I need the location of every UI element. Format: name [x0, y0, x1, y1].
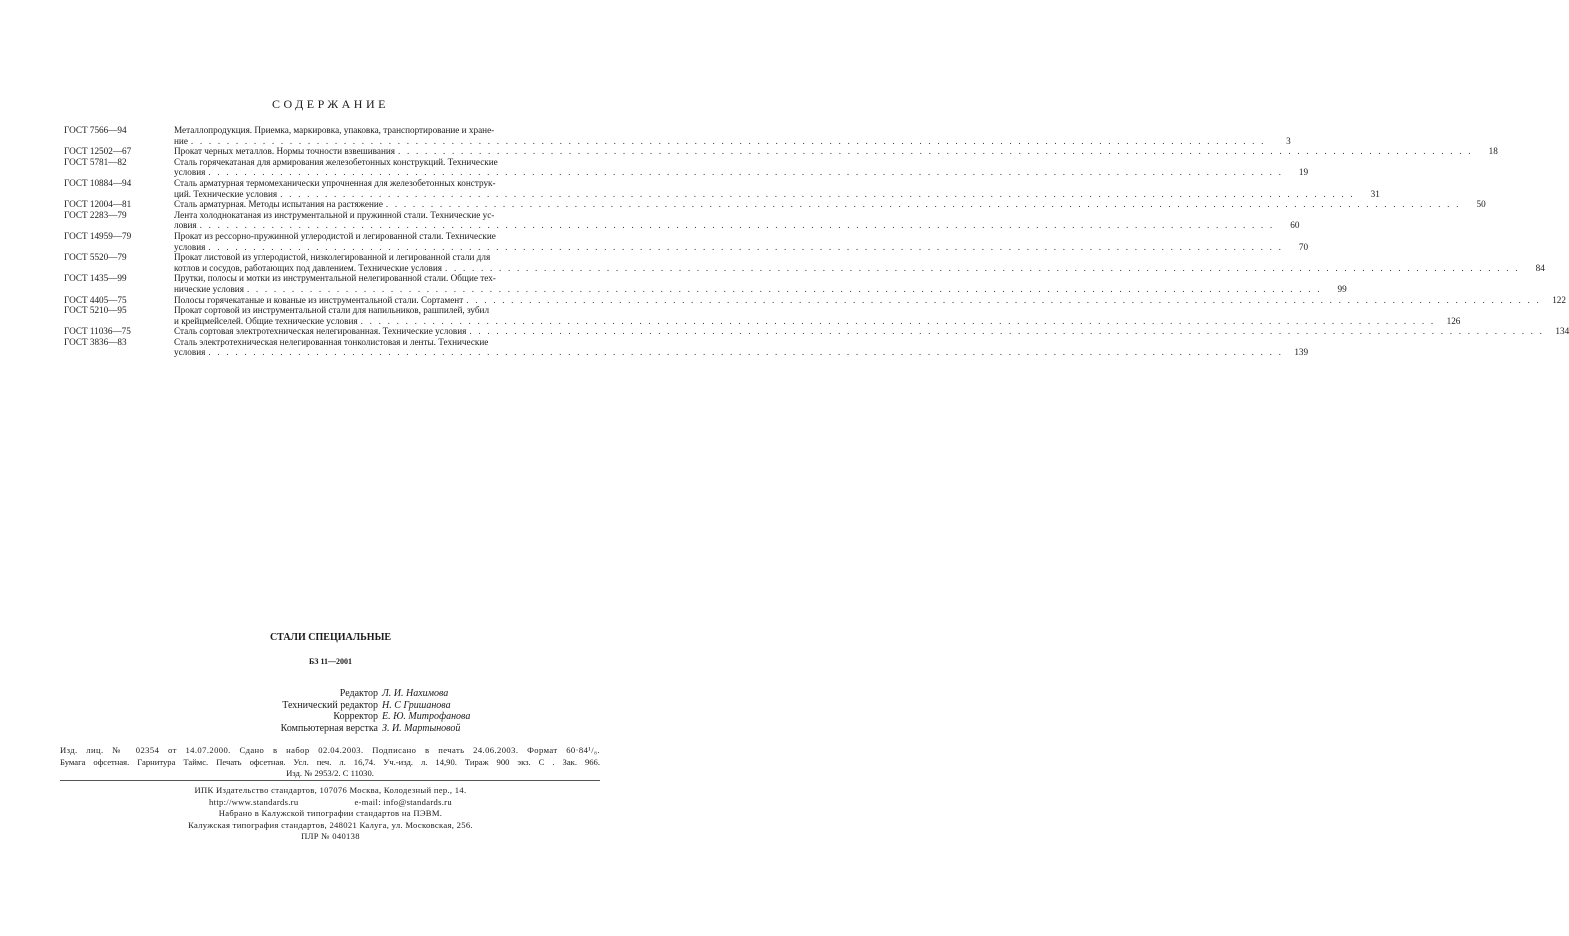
- toc-entry-title: [174, 326, 1569, 337]
- publisher-website: http://www.standards.ru: [209, 796, 299, 807]
- staff-row: [0, 700, 661, 712]
- toc-entry-title: [174, 199, 1486, 210]
- toc-entry-code: ГОСТ 4405—75: [64, 294, 127, 305]
- toc-entry: [64, 146, 1498, 157]
- printer-details: [0, 785, 661, 843]
- toc-entry-page: 84: [1535, 262, 1545, 273]
- toc-entry-code: ГОСТ 3836—83: [64, 336, 127, 347]
- toc-entry-last-line: [174, 295, 1566, 306]
- toc-entry-code: ГОСТ 10884—94: [64, 177, 132, 188]
- toc-entry: [64, 305, 1461, 326]
- toc-entry-page: 70: [1298, 241, 1309, 252]
- toc-entry-title-line: Прокат из рессорно-пружинной углеродистой и легированной стали. Технические: [174, 230, 496, 241]
- typesetting-note: Набрано в Калужской типографии стандартов на ПЭВМ.: [218, 808, 443, 819]
- toc-entry-code: ГОСТ 1435—99: [64, 273, 127, 284]
- toc-entry-title-end: условия: [174, 347, 206, 358]
- publication-line: Изд. лиц. № 02354 от 14.07.2000. Сдано в набор 02.04.2003. Подписано в печать 24.06.2003. Формат 60·84¹/₈.: [60, 745, 600, 755]
- toc-entry-title-end: и крейцмейселей. Общие технические условия: [174, 315, 358, 326]
- toc-entry-page: 139: [1294, 347, 1309, 358]
- toc-entry-code: ГОСТ 11036—75: [64, 326, 131, 337]
- toc-entry-last-line: [174, 347, 1308, 358]
- toc-entry: [64, 326, 1569, 337]
- toc-entry-title-line: Прокат листовой из углеродистой, низколегированной и легированной стали для: [174, 252, 491, 263]
- toc-entry-title-end: условия: [174, 241, 206, 252]
- toc-entry: [64, 125, 1291, 146]
- staff-row: [0, 688, 661, 700]
- dot-leader: . . . . . . . . . . . . . . . . . . . . . . . . . . . . . . . . . . . . . . . . . . . . . . . . . . . . . . . . . . . . . . . . . . . . . . . . . . . . . . . . . . . . . . . . . . . . . . . . . . . . . . . . . . . . . . . . . . . . . . . .: [280, 188, 1355, 199]
- toc-entry-last-line: [174, 136, 1291, 147]
- staff-name: Е. Ю. Митрофанова: [382, 711, 471, 722]
- toc-entry-page: 60: [1290, 220, 1300, 231]
- toc-entry-title: [174, 295, 1566, 306]
- toc-entry-title-end: Сталь арматурная. Методы испытания на растяжение: [174, 199, 383, 210]
- toc-entry-title-end: нические условия: [174, 283, 244, 294]
- staff-name: Л. И. Нахимова: [382, 688, 449, 699]
- toc-entry-title: [174, 252, 1545, 273]
- publisher-email: e-mail: info@standards.ru: [354, 796, 452, 807]
- toc-entry-title-line: Лента холоднокатаная из инструментальной и пружинной стали. Технические ус-: [174, 209, 495, 220]
- dot-leader: . . . . . . . . . . . . . . . . . . . . . . . . . . . . . . . . . . . . . . . . . . . . . . . . . . . . . . . . . . . . . . . . . . . . . . . . . . . . . . . . . . . . . . . . . . . . . . . . . . . . . . . . . . . . . . . . . . . . . . . .: [385, 199, 1461, 210]
- toc-entry-title-line: Сталь горячекатаная для армирования железобетонных конструкций. Технические: [174, 156, 498, 167]
- dot-leader: . . . . . . . . . . . . . . . . . . . . . . . . . . . . . . . . . . . . . . . . . . . . . . . . . . . . . . . . . . . . . . . . . . . . . . . . . . . . . . . . . . . . . . . . . . . . . . . . . . . . . . . . . . . . . . . . . . . . . . . .: [208, 167, 1284, 178]
- staff-row: [0, 723, 661, 735]
- toc-entry-title-end: Полосы горячекатаные и кованые из инструментальной стали. Сортамент: [174, 294, 464, 305]
- toc-entry-title-end: ций. Технические условия: [174, 188, 278, 199]
- dot-leader: . . . . . . . . . . . . . . . . . . . . . . . . . . . . . . . . . . . . . . . . . . . . . . . . . . . . . . . . . . . . . . . . . . . . . . . . . . . . . . . . . . . . . . . . . . . . . . . . . . . . . . . . . . . . . . . . . . . . . . . .: [208, 241, 1284, 252]
- publication-details: [60, 745, 600, 780]
- license-number: ПЛР № 040138: [301, 831, 360, 842]
- staff-role: Редактор: [339, 688, 378, 699]
- toc-entry-title: [174, 231, 1308, 252]
- book-title: СТАЛИ СПЕЦИАЛЬНЫЕ: [269, 632, 392, 643]
- toc-entry-page: 31: [1370, 188, 1380, 199]
- toc-entry: [64, 230, 1309, 252]
- dot-leader: . . . . . . . . . . . . . . . . . . . . . . . . . . . . . . . . . . . . . . . . . . . . . . . . . . . . . . . . . . . . . . . . . . . . . . . . . . . . . . . . . . . . . . . . . . . . . . . . . . . . . . . . . . . . . . . . . . . . . . . .: [246, 283, 1322, 294]
- toc-entry-page: 3: [1286, 135, 1291, 146]
- toc-entry-code: ГОСТ 5520—79: [64, 252, 127, 263]
- toc-entry: [64, 336, 1309, 358]
- toc-entry-page: 134: [1555, 326, 1569, 337]
- toc-entry-title-end: Сталь сортовая электротехническая нелегированная. Технические условия: [174, 326, 467, 337]
- toc-entry-code: ГОСТ 5781—82: [64, 156, 127, 167]
- publication-line: Изд. № 2953/2. С 11030.: [286, 768, 374, 779]
- divider: [60, 780, 600, 781]
- toc-entry: [64, 177, 1380, 199]
- toc-entry-title: [174, 178, 1380, 199]
- toc-entry: [64, 156, 1309, 178]
- toc-entry-title-line: Прутки, полосы и мотки из инструментальной нелегированной стали. Общие тех-: [174, 273, 496, 284]
- toc-entry-title-line: Прокат сортовой из инструментальной стали для напильников, рашпилей, зубил: [174, 305, 490, 316]
- toc-entry-title: [174, 125, 1291, 146]
- toc-entry: [64, 209, 1300, 231]
- toc-entry-title: [174, 273, 1347, 294]
- toc-entry-last-line: [174, 326, 1569, 337]
- toc-entry-code: ГОСТ 2283—79: [64, 209, 127, 220]
- staff-name: З. И. Мартыновой: [382, 722, 461, 734]
- staff-name: Н. С Гришанова: [382, 699, 451, 711]
- toc-entry-page: 19: [1298, 167, 1309, 178]
- toc-entry-title-line: Сталь арматурная термомеханически упрочненная для железобетонных конструк-: [174, 177, 496, 188]
- toc-entry-code: ГОСТ 12004—81: [64, 199, 132, 210]
- dot-leader: . . . . . . . . . . . . . . . . . . . . . . . . . . . . . . . . . . . . . . . . . . . . . . . . . . . . . . . . . . . . . . . . . . . . . . . . . . . . . . . . . . . . . . . . . . . . . . . . . . . . . . . . . . . . . . . . . . . . . . . .: [360, 315, 1436, 326]
- toc-entry-page: 18: [1488, 146, 1498, 157]
- toc-entry-page: 50: [1476, 199, 1486, 210]
- toc-entry-title-end: ние: [174, 135, 188, 146]
- toc-heading: СОДЕРЖАНИЕ: [272, 97, 389, 111]
- publisher-contacts: [0, 797, 661, 809]
- toc-entry-code: ГОСТ 12502—67: [64, 146, 132, 157]
- toc-entry-code: ГОСТ 14959—79: [64, 230, 132, 241]
- bz-number: БЗ 11—2001: [308, 657, 353, 666]
- toc-entry-last-line: [174, 189, 1380, 200]
- toc-entry-code: ГОСТ 7566—94: [64, 125, 127, 135]
- printer-address: Калужская типография стандартов, 248021 Калуга, ул. Московская, 256.: [188, 819, 473, 830]
- staff-credits: [0, 688, 661, 734]
- toc-entry-title: [174, 305, 1460, 326]
- toc-entry-title: [174, 337, 1308, 358]
- toc-entry-title-line: Металлопродукция. Приемка, маркировка, упаковка, транспортирование и хране-: [174, 125, 495, 135]
- toc-entry-title-line: Сталь электротехническая нелегированная тонколистовая и ленты. Технические: [174, 336, 489, 347]
- dot-leader: . . . . . . . . . . . . . . . . . . . . . . . . . . . . . . . . . . . . . . . . . . . . . . . . . . . . . . . . . . . . . . . . . . . . . . . . . . . . . . . . . . . . . . . . . . . . . . . . . . . . . . . . . . . . . . . . . . . . . . . .: [398, 146, 1473, 157]
- toc-entry: [64, 273, 1347, 294]
- publication-line: Бумага офсетная. Гарнитура Таймс. Печать офсетная. Усл. печ. л. 16,74. Уч.-изд. л. 14,90. Тираж 900 экз. С . Зак. 966.: [60, 756, 600, 767]
- toc-entry-title-end: котлов и сосудов, работающих под давлением. Технические условия: [174, 262, 443, 273]
- dot-leader: . . . . . . . . . . . . . . . . . . . . . . . . . . . . . . . . . . . . . . . . . . . . . . . . . . . . . . . . . . . . . . . . . . . . . . . . . . . . . . . . . . . . . . . . . . . . . . . . . . . . . . . . . . . . . . . . . . . . . . . .: [445, 262, 1520, 273]
- toc-entry-page: 122: [1552, 294, 1566, 305]
- toc-entry: [64, 252, 1545, 273]
- toc-entry-page: 126: [1446, 315, 1461, 326]
- staff-role: Технический редактор: [282, 699, 378, 711]
- staff-row: [0, 711, 661, 723]
- toc-entry-page: 99: [1337, 283, 1347, 294]
- toc-entry-title: [174, 210, 1299, 231]
- toc-entry-title-end: Прокат черных металлов. Нормы точности взвешивания: [174, 146, 396, 157]
- toc-entry-title-end: ловия: [174, 220, 197, 231]
- toc-entry-last-line: [174, 316, 1460, 327]
- dot-leader: . . . . . . . . . . . . . . . . . . . . . . . . . . . . . . . . . . . . . . . . . . . . . . . . . . . . . . . . . . . . . . . . . . . . . . . . . . . . . . . . . . . . . . . . . . . . . . . . . . . . . . . . . . . . . . . . . . . . . . . .: [466, 294, 1541, 305]
- toc-entry-last-line: [174, 263, 1545, 274]
- dot-leader: . . . . . . . . . . . . . . . . . . . . . . . . . . . . . . . . . . . . . . . . . . . . . . . . . . . . . . . . . . . . . . . . . . . . . . . . . . . . . . . . . . . . . . . . . . . . . . . . . . . . . . . . . . . . . . . . . . . . . . . .: [190, 135, 1266, 146]
- toc-entry-last-line: [174, 146, 1498, 157]
- table-of-contents: [64, 125, 1569, 358]
- toc-entry-title-end: условия: [174, 167, 206, 178]
- toc-entry-last-line: [174, 220, 1299, 231]
- staff-role: Компьютерная верстка: [280, 722, 378, 734]
- toc-entry: [64, 199, 1486, 210]
- toc-entry-last-line: [174, 199, 1486, 210]
- toc-entry-code: ГОСТ 5210—95: [64, 305, 127, 316]
- toc-entry-last-line: [174, 167, 1308, 178]
- toc-entry: [64, 294, 1566, 306]
- toc-entry-last-line: [174, 284, 1347, 295]
- dot-leader: . . . . . . . . . . . . . . . . . . . . . . . . . . . . . . . . . . . . . . . . . . . . . . . . . . . . . . . . . . . . . . . . . . . . . . . . . . . . . . . . . . . . . . . . . . . . . . . . . . . . . . . . . . . . . . . . . . . . . . . .: [208, 347, 1284, 358]
- toc-entry-title: [174, 146, 1498, 157]
- publisher-address: ИПК Издательство стандартов, 107076 Москва, Колодезный пер., 14.: [194, 785, 467, 795]
- staff-role: Корректор: [333, 711, 378, 722]
- toc-entry-last-line: [174, 242, 1308, 253]
- dot-leader: . . . . . . . . . . . . . . . . . . . . . . . . . . . . . . . . . . . . . . . . . . . . . . . . . . . . . . . . . . . . . . . . . . . . . . . . . . . . . . . . . . . . . . . . . . . . . . . . . . . . . . . . . . . . . . . . . . . . . . . .: [199, 220, 1275, 231]
- toc-entry-title: [174, 157, 1308, 178]
- dot-leader: . . . . . . . . . . . . . . . . . . . . . . . . . . . . . . . . . . . . . . . . . . . . . . . . . . . . . . . . . . . . . . . . . . . . . . . . . . . . . . . . . . . . . . . . . . . . . . . . . . . . . . . . . . . . . . . . . . . . . . . .: [469, 326, 1545, 337]
